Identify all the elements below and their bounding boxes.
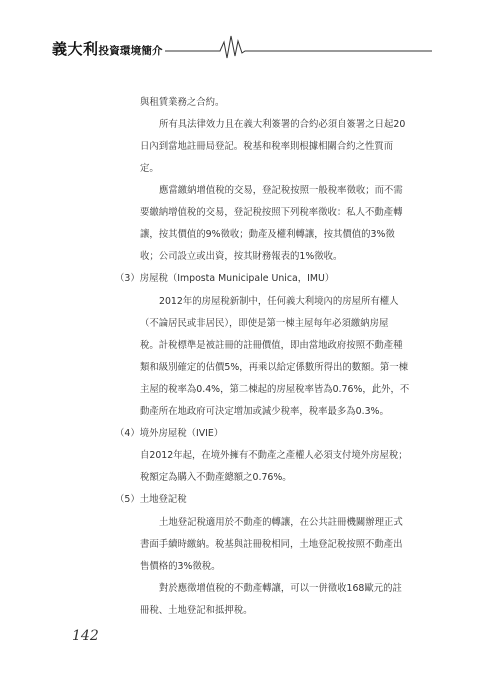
body-line: 日內到當地註冊局登記。稅基和稅率則根據相關合約之性質而 xyxy=(140,141,394,152)
body-line: 定。 xyxy=(140,163,159,174)
body-line: 與租賃業務之合約。 xyxy=(140,97,225,108)
body-line: 讓，按其價值的9%徵收；動產及權利轉讓，按其價值的3%徵 xyxy=(140,229,395,240)
body-line: 收；公司設立或出資，按其財務報表的1%徵收。 xyxy=(140,251,343,262)
body-line: 所有具法律效力且在義大利簽署的合約必須自簽署之日起20 xyxy=(159,119,406,130)
body-line: 類和級別確定的估價5%，再乘以給定係數所得出的數額。第一棟 xyxy=(140,362,409,373)
body-line: 自2012年起，在境外擁有不動產之產權人必須支付境外房屋稅； xyxy=(140,450,408,461)
body-line: 動產所在地政府可決定增加或減少稅率，稅率最多為0.3%。 xyxy=(140,406,389,417)
body-line: 主屋的稅率為0.4%，第二棟起的房屋稅率皆為0.76%，此外，不 xyxy=(140,384,410,395)
body-line: 土地登記稅適用於不動產的轉讓，在公共註冊機關辦理正式 xyxy=(159,517,403,528)
section-heading: （5）土地登記稅 xyxy=(115,494,187,505)
section-heading: （3）房屋稅（Imposta Municipale Unica，IMU） xyxy=(115,273,335,284)
body-line: 稅。計稅標準是被註冊的註冊價值，即由當地政府按照不動產種 xyxy=(140,340,403,351)
section-heading: （4）境外房屋稅（IVIE） xyxy=(115,428,224,439)
body-line: 冊稅、土地登記和抵押稅。 xyxy=(140,605,253,616)
body-line: 應當繳納增值稅的交易，登記稅按照一般稅率徵收；而不需 xyxy=(159,185,403,196)
page-number: 142 xyxy=(72,628,99,644)
body-line: 2012年的房屋稅新制中，任何義大利境內的房屋所有權人 xyxy=(159,296,399,307)
body-line: （不論居民或非居民），即使是第一棟主屋每年必須繳納房屋 xyxy=(140,318,389,329)
header-title-main: 義大利 xyxy=(52,40,99,58)
header-title-sub: 投資環境簡介 xyxy=(98,45,163,57)
body-line: 售價格的3%徵稅。 xyxy=(140,561,221,572)
body-line: 對於應徵增值稅的不動產轉讓，可以一併徵收168歐元的註 xyxy=(159,583,402,594)
body-line: 稅額定為購入不動產總額之0.76%。 xyxy=(140,472,292,483)
body-line: 書面手續時繳納。稅基與註冊稅相同，土地登記稅按照不動產出 xyxy=(140,539,403,550)
body-line: 要繳納增值稅的交易，登記稅按照下列稅率徵收：私人不動產轉 xyxy=(140,207,403,218)
